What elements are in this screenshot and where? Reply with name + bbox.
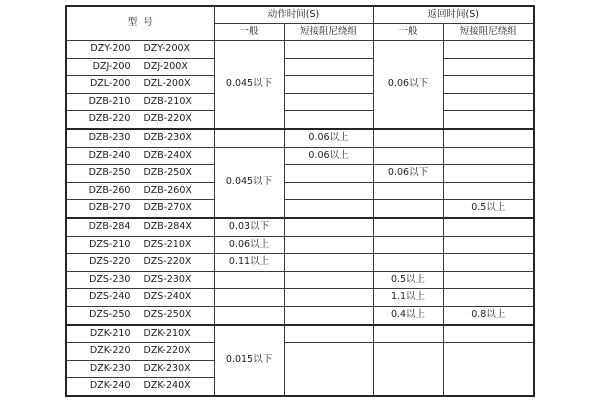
model-pair [67,346,214,356]
model-name-x: DZS-210X [143,238,192,250]
table-row [66,306,534,324]
table-row [66,165,534,183]
value-cell-return-damping [443,129,534,147]
model-pair [67,240,214,250]
value-cell-return-damping [443,289,534,307]
table-row [66,182,534,200]
header-action-time: 动作时间(S) [214,6,373,24]
model-name-x: DZK-210X [143,327,191,339]
model-name: DZS-220 [89,256,131,268]
model-name: DZS-230 [89,273,131,285]
model-pair [67,292,214,302]
value-cell-return-damping [443,147,534,165]
model-cell [66,360,214,378]
value-cell-return-damping [443,218,534,236]
model-name-x: DZS-250X [143,308,192,320]
spec-table-container [65,5,535,397]
model-pair [67,364,214,374]
model-pair [67,275,214,285]
header-action-general: 一般 [214,24,284,41]
value-cell-return-general [373,325,443,343]
value-cell-action-damping [284,343,373,396]
value-cell-return-general: 0.5以上 [373,271,443,289]
model-name-x: DZL-200X [143,78,191,90]
model-name: DZJ-200 [92,60,131,72]
model-name-x: DZS-240X [143,291,192,303]
value-cell-action-general: 0.06以上 [214,236,284,254]
model-cell [66,218,214,236]
model-name-x: DZB-284X [143,221,192,233]
value-cell-return-general [373,147,443,165]
model-name: DZL-200 [89,78,131,90]
model-cell [66,76,214,94]
value-cell-return-damping [443,343,534,396]
value-cell-action-general [214,129,284,147]
value-cell-action-damping [284,200,373,218]
value-cell-return-damping: 0.8以上 [443,306,534,324]
value-cell-return-general [373,343,443,396]
header-return-general: 一般 [373,24,443,41]
table-row [66,236,534,254]
value-cell-return-damping [443,93,534,111]
model-cell [66,254,214,272]
value-cell-return-general [373,200,443,218]
model-cell [66,200,214,218]
model-cell [66,41,214,59]
model-cell [66,58,214,76]
model-cell [66,236,214,254]
value-cell-return-damping [443,254,534,272]
value-cell-action-damping [284,325,373,343]
model-name-x: DZY-200X [143,43,191,55]
value-cell-action-damping [284,41,373,59]
value-cell-action-damping [284,254,373,272]
model-name: DZB-240 [88,149,131,161]
table-row [66,254,534,272]
model-name-x: DZK-220X [143,345,191,357]
table-row [66,271,534,289]
table-row [66,76,534,94]
value-cell-return-damping [443,111,534,129]
header-action-damping: 短接阻尼绕组 [284,24,373,41]
model-name: DZB-210 [88,95,131,107]
model-name: DZB-230 [88,132,131,144]
table-row [66,58,534,76]
model-pair [67,79,214,89]
value-cell-return-damping [443,182,534,200]
header-return-time: 返回时间(S) [373,6,534,24]
model-pair [67,151,214,161]
value-cell-action-damping [284,165,373,183]
value-cell-return-general: 0.4以上 [373,306,443,324]
table-row [66,200,534,218]
table-row [66,325,534,343]
table-row [66,111,534,129]
table-body [66,41,534,396]
header-row-groups [66,6,534,24]
value-cell-return-damping [443,165,534,183]
value-cell-action-damping [284,182,373,200]
value-cell-return-damping [443,76,534,94]
value-cell-action-damping: 0.06以上 [284,129,373,147]
model-pair [67,222,214,232]
model-name: DZK-240 [89,380,131,392]
table-row [66,289,534,307]
model-cell [66,306,214,324]
model-name-x: DZJ-200X [143,60,188,72]
table-row [66,93,534,111]
model-name: DZY-200 [90,43,131,55]
model-pair [67,62,214,72]
model-pair [67,186,214,196]
model-cell [66,378,214,396]
model-name: DZB-270 [88,202,131,214]
model-name: DZK-210 [89,327,131,339]
model-name-x: DZB-270X [143,202,192,214]
value-cell-return-general [373,254,443,272]
value-cell-return-damping [443,236,534,254]
model-name: DZB-284 [88,221,131,233]
model-name: DZK-220 [89,345,131,357]
value-cell-action-damping [284,236,373,254]
value-cell-return-general [373,236,443,254]
header-model: 型 号 [66,6,214,41]
value-cell-action-general: 0.03以下 [214,218,284,236]
value-cell-return-damping [443,41,534,59]
value-cell-action-damping [284,306,373,324]
model-pair [67,133,214,143]
model-pair [67,168,214,178]
value-cell-return-general: 0.06以下 [373,41,443,129]
value-cell-action-general [214,271,284,289]
table-row [66,218,534,236]
model-name-x: DZB-240X [143,149,192,161]
value-cell-return-general [373,182,443,200]
model-pair [67,97,214,107]
value-cell-action-damping [284,218,373,236]
model-name-x: DZS-220X [143,256,192,268]
model-name-x: DZK-230X [143,362,191,374]
value-cell-action-general: 0.045以下 [214,41,284,129]
model-cell [66,343,214,361]
value-cell-action-damping: 0.06以上 [284,147,373,165]
model-pair [67,310,214,320]
value-cell-return-damping [443,325,534,343]
value-cell-action-damping [284,111,373,129]
value-cell-action-damping [284,289,373,307]
model-cell [66,182,214,200]
model-name: DZB-220 [88,113,131,125]
value-cell-action-general [214,306,284,324]
model-cell [66,93,214,111]
model-name: DZB-250 [88,167,131,179]
table-header [66,6,534,41]
model-name-x: DZK-240X [143,380,191,392]
model-name-x: DZB-250X [143,167,192,179]
model-pair [67,44,214,54]
model-pair [67,329,214,339]
table-row [66,129,534,147]
relay-spec-table [65,5,535,397]
model-pair [67,257,214,267]
value-cell-action-damping [284,93,373,111]
value-cell-action-general: 0.015以下 [214,325,284,396]
model-cell [66,129,214,147]
table-row [66,343,534,361]
model-name: DZS-210 [89,238,131,250]
model-pair [67,203,214,213]
model-name-x: DZB-210X [143,95,192,107]
value-cell-action-general [214,289,284,307]
model-name: DZS-240 [89,291,131,303]
value-cell-action-damping [284,58,373,76]
model-pair [67,114,214,124]
model-pair [67,381,214,391]
table-row [66,147,534,165]
model-cell [66,271,214,289]
model-cell [66,111,214,129]
header-return-damping: 短接阻尼绕组 [443,24,534,41]
model-cell [66,325,214,343]
value-cell-action-damping [284,76,373,94]
model-name-x: DZB-260X [143,184,192,196]
value-cell-action-general: 0.11以上 [214,254,284,272]
value-cell-action-damping [284,271,373,289]
value-cell-return-general [373,129,443,147]
value-cell-return-general: 0.06以下 [373,165,443,183]
value-cell-return-damping: 0.5以上 [443,200,534,218]
value-cell-action-general: 0.045以下 [214,147,284,218]
model-name-x: DZB-220X [143,113,192,125]
model-cell [66,147,214,165]
value-cell-return-general: 1.1以上 [373,289,443,307]
model-name: DZS-250 [89,308,131,320]
value-cell-return-damping [443,271,534,289]
model-cell [66,289,214,307]
model-name-x: DZB-230X [143,132,192,144]
model-name: DZK-230 [89,362,131,374]
table-row [66,41,534,59]
value-cell-return-general [373,218,443,236]
value-cell-return-damping [443,58,534,76]
model-cell [66,165,214,183]
model-name-x: DZS-230X [143,273,192,285]
model-name: DZB-260 [88,184,131,196]
